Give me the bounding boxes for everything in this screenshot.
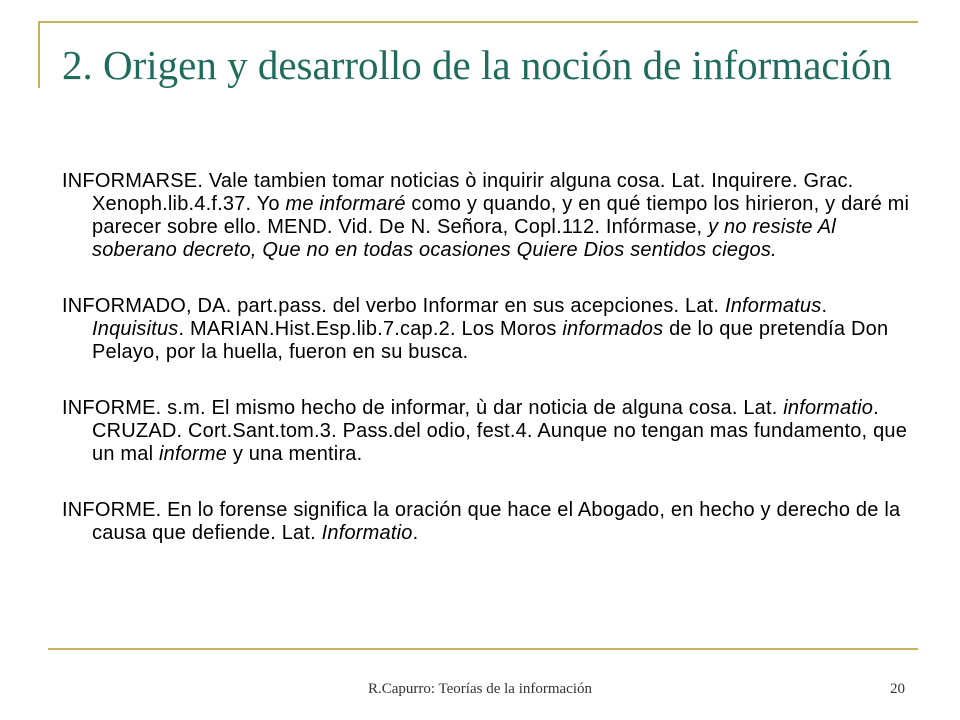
entry-text: y una mentira. — [227, 443, 363, 465]
entry-text-italic: y no resiste Al soberano decreto, Que no en todas ocasiones Quiere Dios sentidos ciegos. — [92, 216, 836, 261]
entry-text: INFORMARSE. Vale tambien tomar noticias ò inquirir alguna cosa. Lat. Inquirere. Grac. Xenoph.lib.4.f.37. Yo — [62, 170, 854, 215]
page-number: 20 — [890, 681, 905, 697]
entry-informe-1 — [62, 397, 922, 466]
entry-text-italic: Inquisitus — [92, 318, 179, 340]
entry-text: . — [821, 295, 828, 317]
entry-text: . MARIAN.Hist.Esp.lib.7.cap.2. Los Moros — [178, 318, 563, 340]
entry-text-italic: informados — [562, 318, 664, 340]
entry-text-italic: Informatio — [321, 522, 413, 544]
entry-informado — [62, 295, 922, 364]
footer-text: R.Capurro: Teorías de la información — [367, 681, 593, 697]
entry-text-italic: informe — [159, 443, 228, 465]
bottom-rule — [48, 648, 918, 650]
entry-text-italic: informatio — [783, 397, 874, 419]
entry-informe-2 — [62, 499, 922, 545]
top-rule — [38, 21, 918, 23]
left-rule — [38, 21, 40, 88]
entry-text: INFORMADO, DA. part.pass. del verbo Informar en sus acepciones. Lat. — [62, 295, 725, 317]
entry-text-italic: Informatus — [724, 295, 822, 317]
entry-text-italic: me informaré — [285, 193, 406, 215]
entry-text: como y quando, y en qué tiempo los hirieron, y daré mi parecer sobre ello. MEND. Vid. De N. Señora, Copl.112. Infórmase, — [92, 193, 910, 238]
entry-text: . CRUZAD. Cort.Sant.tom.3. Pass.del odio, fest.4. Aunque no tengan mas fundamento, que un mal — [92, 397, 908, 465]
slide-title: 2. Origen y desarrollo de la noción de información — [62, 42, 892, 88]
entry-informarse — [62, 170, 922, 262]
entry-text: INFORME. s.m. El mismo hecho de informar, ù dar noticia de alguna cosa. Lat. — [62, 397, 784, 419]
entry-text: INFORME. En lo forense significa la oración que hace el Abogado, en hecho y derecho de la causa que defiende. Lat. — [62, 499, 901, 544]
entry-text: de lo que pretendía Don Pelayo, por la huella, fueron en su busca. — [92, 318, 889, 363]
dictionary-entries — [62, 170, 922, 578]
entry-text: . — [412, 522, 419, 544]
